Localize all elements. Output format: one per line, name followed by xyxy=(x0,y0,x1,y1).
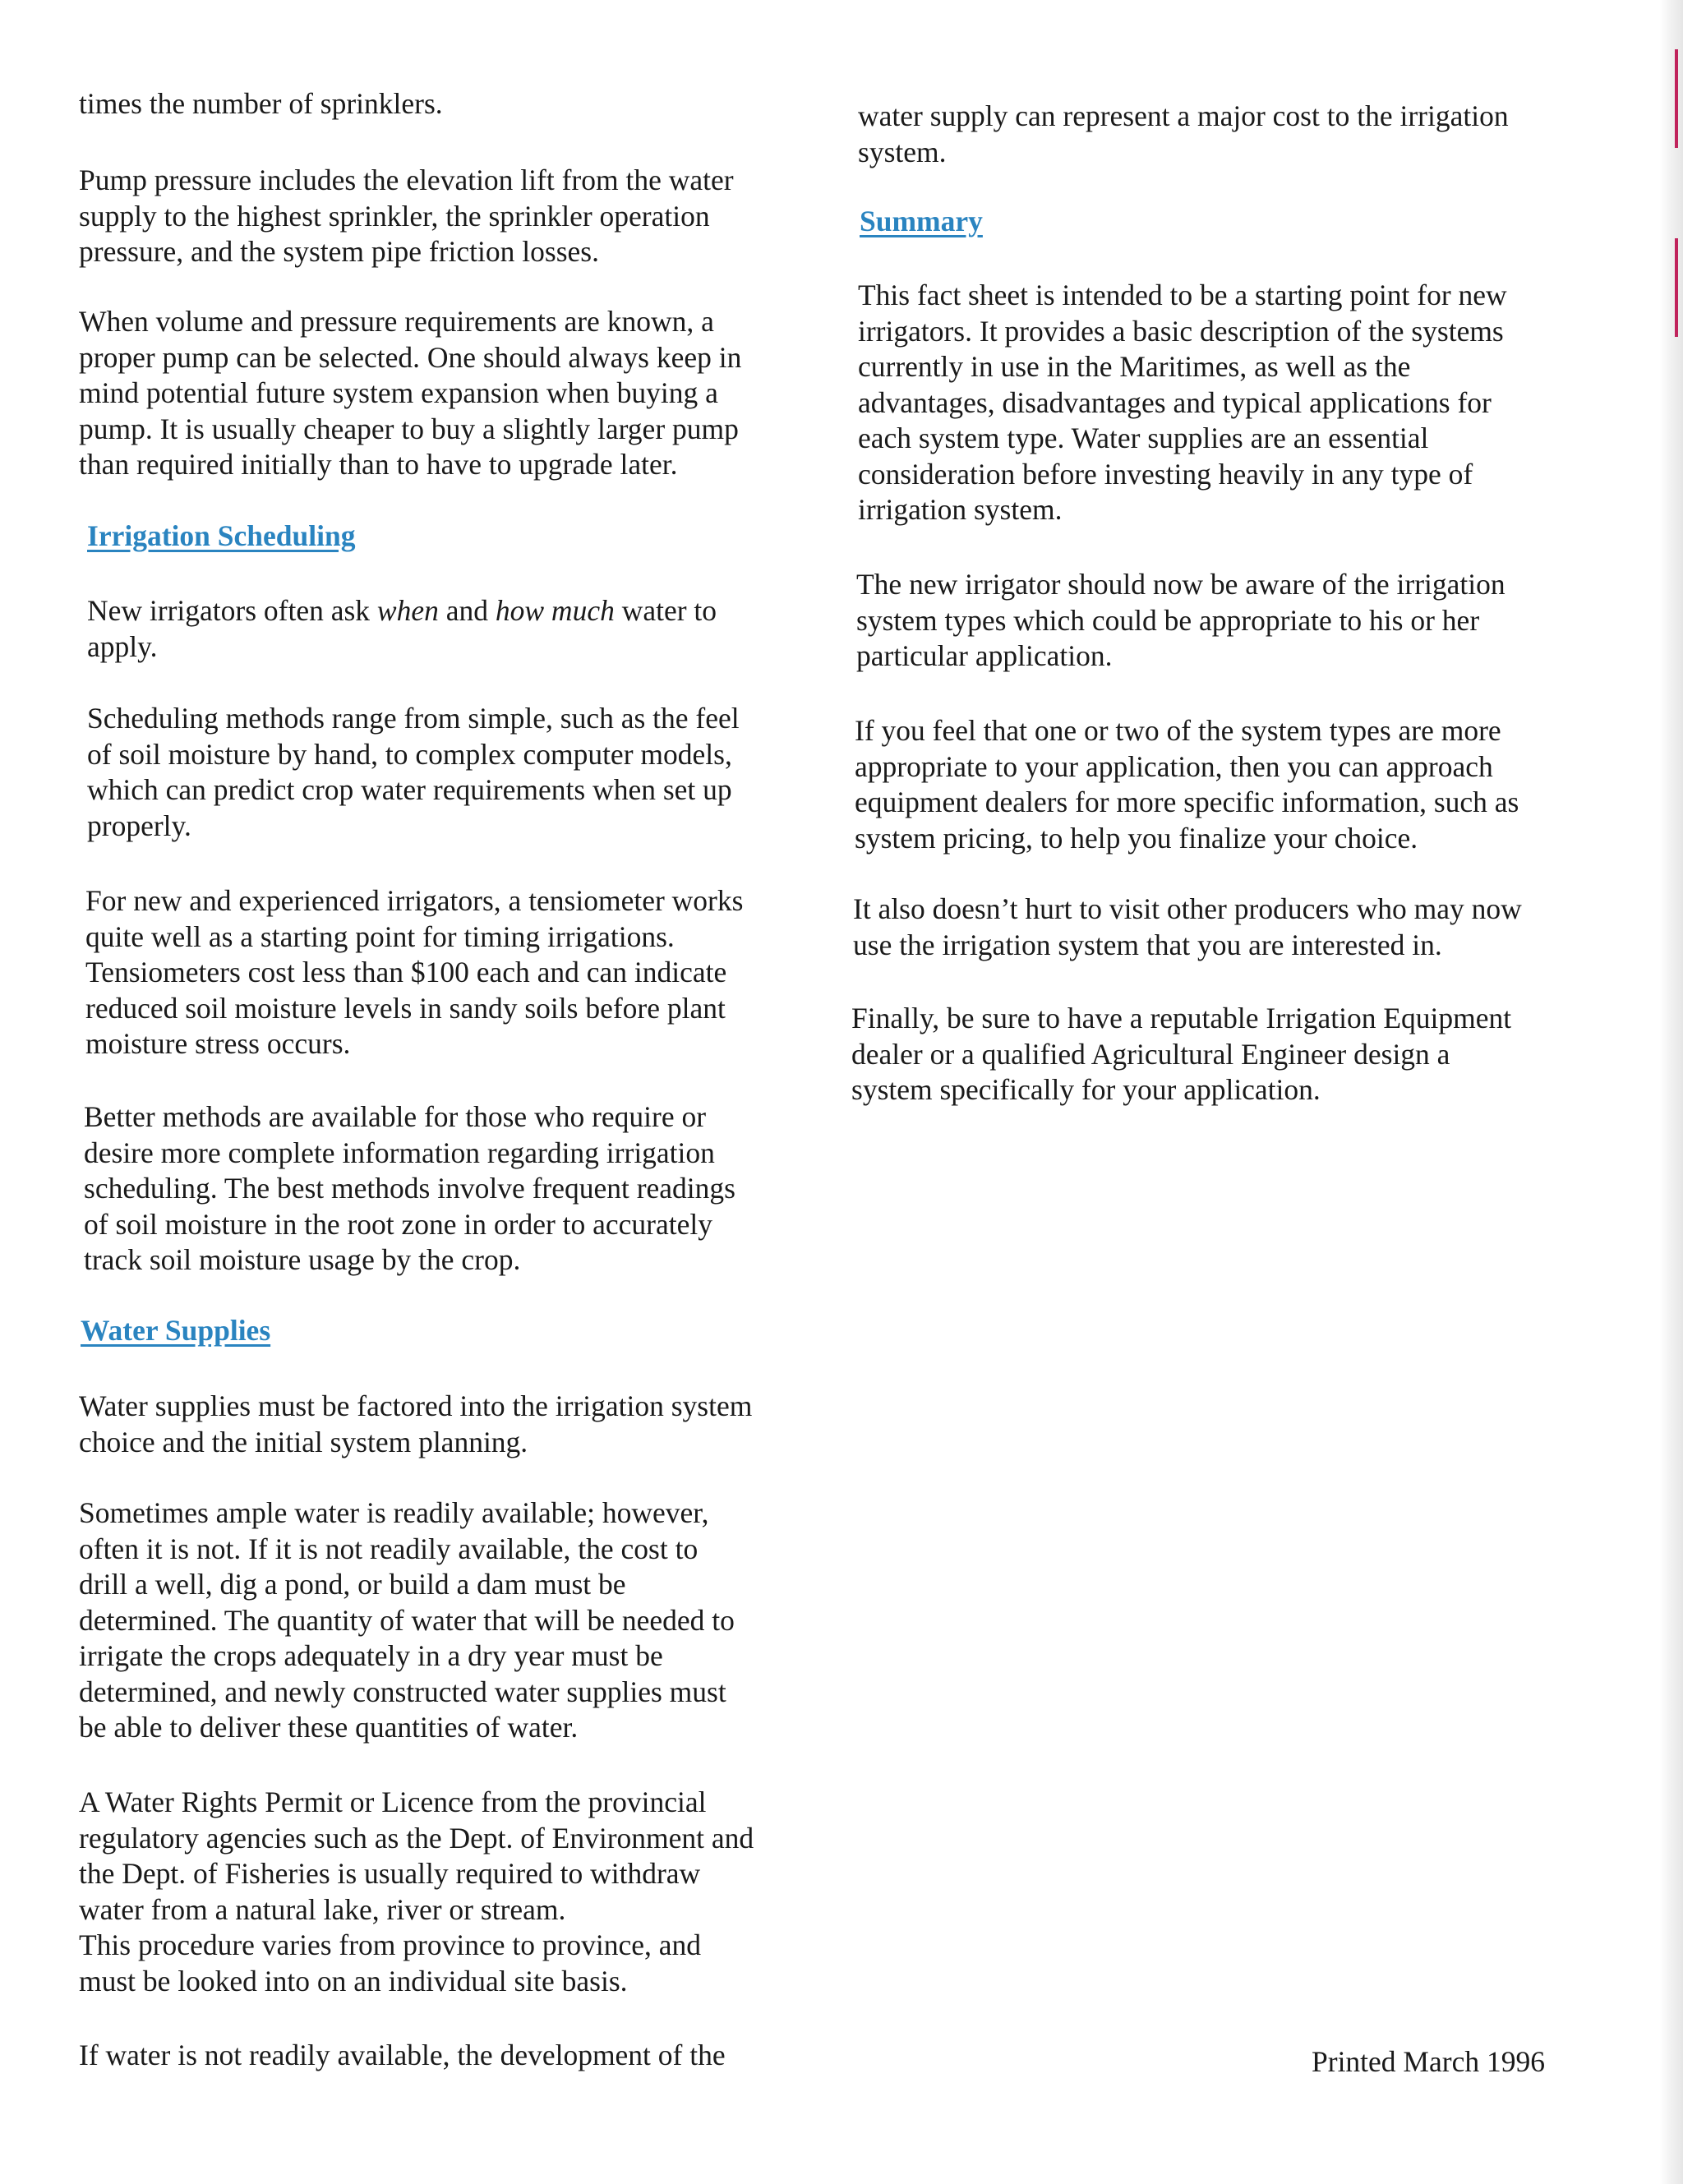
text-line: It also doesn’t hurt to visit other producers who may now xyxy=(853,892,1522,925)
paragraph-new-irrigators xyxy=(87,593,717,665)
text-line: currently in use in the Maritimes, as well as the xyxy=(858,350,1411,383)
heading-irrigation-scheduling: Irrigation Scheduling xyxy=(87,519,356,552)
text-line: often it is not. If it is not readily available, the cost to xyxy=(79,1532,699,1565)
heading-summary: Summary xyxy=(860,205,983,237)
text-line: This fact sheet is intended to be a starting point for new xyxy=(858,279,1507,311)
text-line: track soil moisture usage by the crop. xyxy=(84,1243,521,1276)
text-line: Pump pressure includes the elevation lift from the water xyxy=(79,164,734,196)
text-line: particular application. xyxy=(856,639,1113,672)
text-line: equipment dealers for more specific information, such as xyxy=(855,786,1519,818)
text-line: appropriate to your application, then you can approach xyxy=(855,749,1493,783)
heading-water-supplies: Water Supplies xyxy=(81,1314,271,1347)
text-line: Water supplies must be factored into the irrigation system xyxy=(79,1389,753,1422)
paragraph-pump-pressure xyxy=(79,163,734,270)
emphasis-when: when xyxy=(376,594,439,627)
text-line: A Water Rights Permit or Licence from the provincial xyxy=(79,1785,707,1818)
text-line: This procedure varies from province to province, and xyxy=(79,1928,702,1961)
text-line: advantages, disadvantages and typical applications for xyxy=(858,385,1492,419)
paragraph-fact-sheet xyxy=(858,278,1507,528)
text-line: If water is not readily available, the development of the xyxy=(79,2039,726,2071)
page-edge xyxy=(1660,0,1683,2184)
text-line: water supply can represent a major cost to the irrigation xyxy=(858,99,1509,132)
paragraph-finally xyxy=(851,1001,1511,1108)
text-line: use the irrigation system that you are interested in. xyxy=(853,928,1442,961)
paragraph-dealers xyxy=(855,713,1519,856)
text-line: system pricing, to help you finalize your choice. xyxy=(855,821,1418,855)
text-line: be able to deliver these quantities of water. xyxy=(79,1711,579,1744)
text-line: irrigate the crops adequately in a dry year must be xyxy=(79,1639,663,1672)
emphasis-how-much: how much xyxy=(495,594,615,627)
text-line: choice and the initial system planning. xyxy=(79,1425,528,1458)
text-line: regulatory agencies such as the Dept. of Environment and xyxy=(79,1821,754,1855)
text-line: water from a natural lake, river or stream. xyxy=(79,1892,566,1926)
paragraph-sprinklers xyxy=(79,86,443,122)
text-line: determined, and newly constructed water supplies must xyxy=(79,1675,726,1708)
text-line: reduced soil moisture levels in sandy soils before plant xyxy=(85,991,726,1025)
text-line: must be looked into on an individual site basis. xyxy=(79,1964,628,1997)
text-line: consideration before investing heavily in any type of xyxy=(858,457,1473,491)
text-fragment: and xyxy=(438,594,496,627)
text-line: mind potential future system expansion when buying a xyxy=(79,376,718,409)
text-line: which can predict crop water requirements when set up xyxy=(87,773,732,806)
text-line: than required initially than to have to upgrade later. xyxy=(79,448,678,481)
text-fragment: water to xyxy=(614,594,717,627)
paragraph-tensiometer xyxy=(85,883,743,1062)
paragraph-permit xyxy=(79,1785,754,1999)
paragraph-better-methods xyxy=(84,1099,735,1279)
text-line: each system type. Water supplies are an essential xyxy=(858,422,1429,454)
paragraph-not-available xyxy=(79,2038,726,2074)
paragraph-ample-water xyxy=(79,1495,735,1746)
paragraph-visit xyxy=(853,892,1522,963)
text-line: determined. The quantity of water that will be needed to xyxy=(79,1603,735,1637)
text-line: supply to the highest sprinkler, the sprinkler operation xyxy=(79,199,710,233)
text-line: If you feel that one or two of the system types are more xyxy=(855,714,1501,747)
paragraph-aware xyxy=(856,567,1505,675)
text-line: the Dept. of Fisheries is usually required to withdraw xyxy=(79,1857,701,1890)
paragraph-scheduling-methods xyxy=(87,701,740,844)
text-line: dealer or a qualified Agricultural Engineer design a xyxy=(851,1037,1450,1071)
text-line: system. xyxy=(858,135,947,168)
text-line: When volume and pressure requirements are known, a xyxy=(79,305,714,338)
text-line: Scheduling methods range from simple, such as the feel xyxy=(87,702,740,735)
text-line: proper pump can be selected. One should always keep in xyxy=(79,340,742,374)
edge-color-mark xyxy=(1675,49,1678,148)
printed-date: Printed March 1996 xyxy=(1312,2045,1545,2078)
text-fragment: New irrigators often ask xyxy=(87,594,377,627)
text-line: moisture stress occurs. xyxy=(85,1027,351,1060)
text-line: irrigation system. xyxy=(858,493,1063,526)
text-line: times the number of sprinklers. xyxy=(79,87,443,120)
text-line: Better methods are available for those who require or xyxy=(84,1100,707,1133)
paragraph-volume-pressure xyxy=(79,304,741,483)
text-line: The new irrigator should now be aware of the irrigation xyxy=(856,568,1505,601)
text-line: Sometimes ample water is readily available; however, xyxy=(79,1496,709,1529)
text-line: For new and experienced irrigators, a tensiometer works xyxy=(85,884,744,917)
text-line: properly. xyxy=(87,809,191,842)
text-line: apply. xyxy=(87,629,158,663)
text-line: desire more complete information regarding irrigation xyxy=(84,1136,715,1169)
text-line: pressure, and the system pipe friction losses. xyxy=(79,235,599,268)
paragraph-continued xyxy=(858,99,1509,170)
text-line: quite well as a starting point for timing irrigations. xyxy=(85,919,675,953)
text-line: pump. It is usually cheaper to buy a slightly larger pump xyxy=(79,412,739,445)
text-line: of soil moisture in the root zone in order to accurately xyxy=(84,1207,712,1241)
text-line: Tensiometers cost less than $100 each and can indicate xyxy=(85,956,727,988)
text-line: Finally, be sure to have a reputable Irrigation Equipment xyxy=(851,1002,1512,1034)
text-line: system specifically for your application. xyxy=(851,1073,1321,1106)
text-line: system types which could be appropriate to his or her xyxy=(856,603,1480,637)
edge-color-mark xyxy=(1675,238,1678,337)
paragraph-factored xyxy=(79,1389,752,1460)
text-line: drill a well, dig a pond, or build a dam must be xyxy=(79,1568,626,1601)
text-line: of soil moisture by hand, to complex computer models, xyxy=(87,737,732,771)
text-line: irrigators. It provides a basic description of the systems xyxy=(858,314,1504,348)
text-line: scheduling. The best methods involve frequent readings xyxy=(84,1172,735,1205)
text-line xyxy=(87,593,717,629)
